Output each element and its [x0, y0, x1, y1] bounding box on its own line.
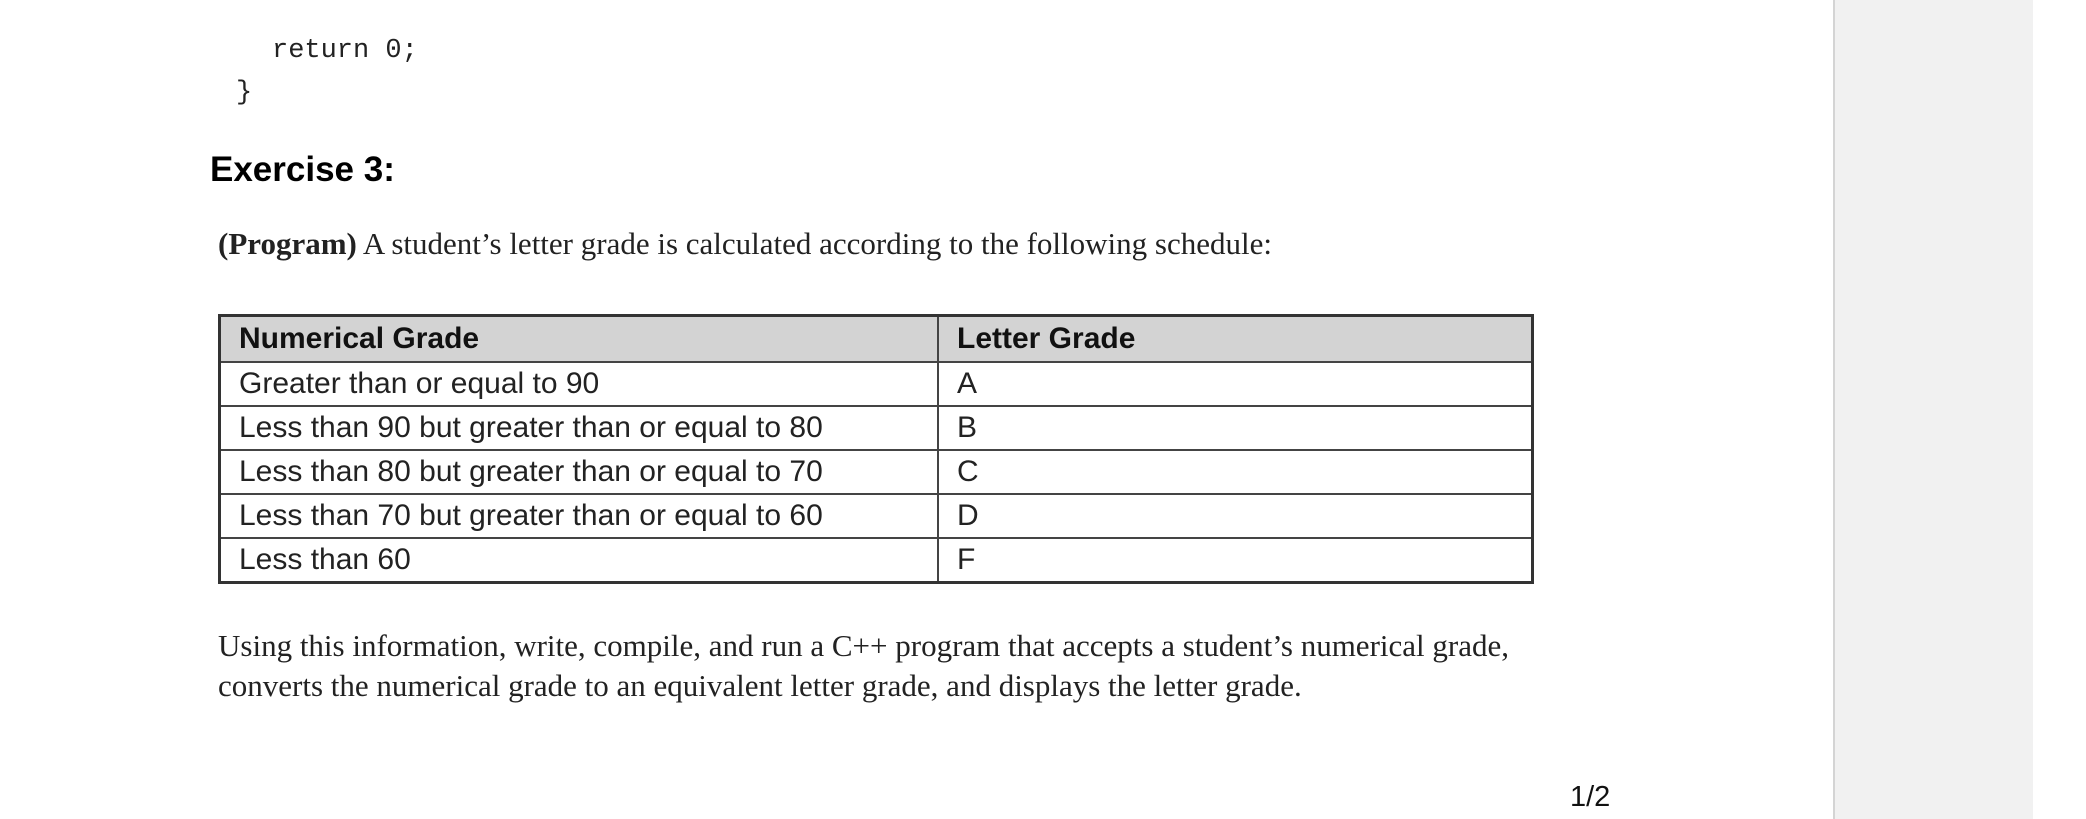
numerical-grade-cell: Less than 70 but greater than or equal to 60	[220, 494, 939, 538]
letter-grade-cell: F	[938, 538, 1533, 583]
code-return-line: return 0;	[272, 36, 418, 66]
numerical-grade-cell: Less than 80 but greater than or equal to 70	[220, 450, 939, 494]
exercise-heading: Exercise 3:	[210, 150, 395, 189]
table-row	[220, 362, 1533, 406]
table-row	[220, 450, 1533, 494]
intro-lead: (Program)	[218, 226, 357, 261]
instructions-paragraph: Using this information, write, compile, and run a C++ program that accepts a student’s numerical grade, converts the numerical grade to an equivalent letter grade, and displays the letter grade.	[218, 628, 1509, 703]
grade-table	[218, 314, 1534, 584]
code-closing-brace: }	[236, 78, 253, 108]
letter-grade-cell: C	[938, 450, 1533, 494]
header-letter-grade: Letter Grade	[938, 316, 1533, 363]
table-row	[220, 406, 1533, 450]
letter-grade-cell: D	[938, 494, 1533, 538]
letter-grade-cell: B	[938, 406, 1533, 450]
intro-paragraph	[218, 224, 1272, 264]
numerical-grade-cell: Less than 60	[220, 538, 939, 583]
table-row	[220, 538, 1533, 583]
page-indicator: 1/2	[1570, 781, 1611, 813]
table-row	[220, 494, 1533, 538]
header-numerical-grade: Numerical Grade	[220, 316, 939, 363]
numerical-grade-cell: Less than 90 but greater than or equal to 80	[220, 406, 939, 450]
side-panel	[1833, 0, 2033, 819]
numerical-grade-cell: Greater than or equal to 90	[220, 362, 939, 406]
table-header-row	[220, 316, 1533, 363]
window-edge	[2033, 0, 2086, 819]
letter-grade-cell: A	[938, 362, 1533, 406]
intro-text: A student’s letter grade is calculated according to the following schedule:	[356, 226, 1272, 261]
